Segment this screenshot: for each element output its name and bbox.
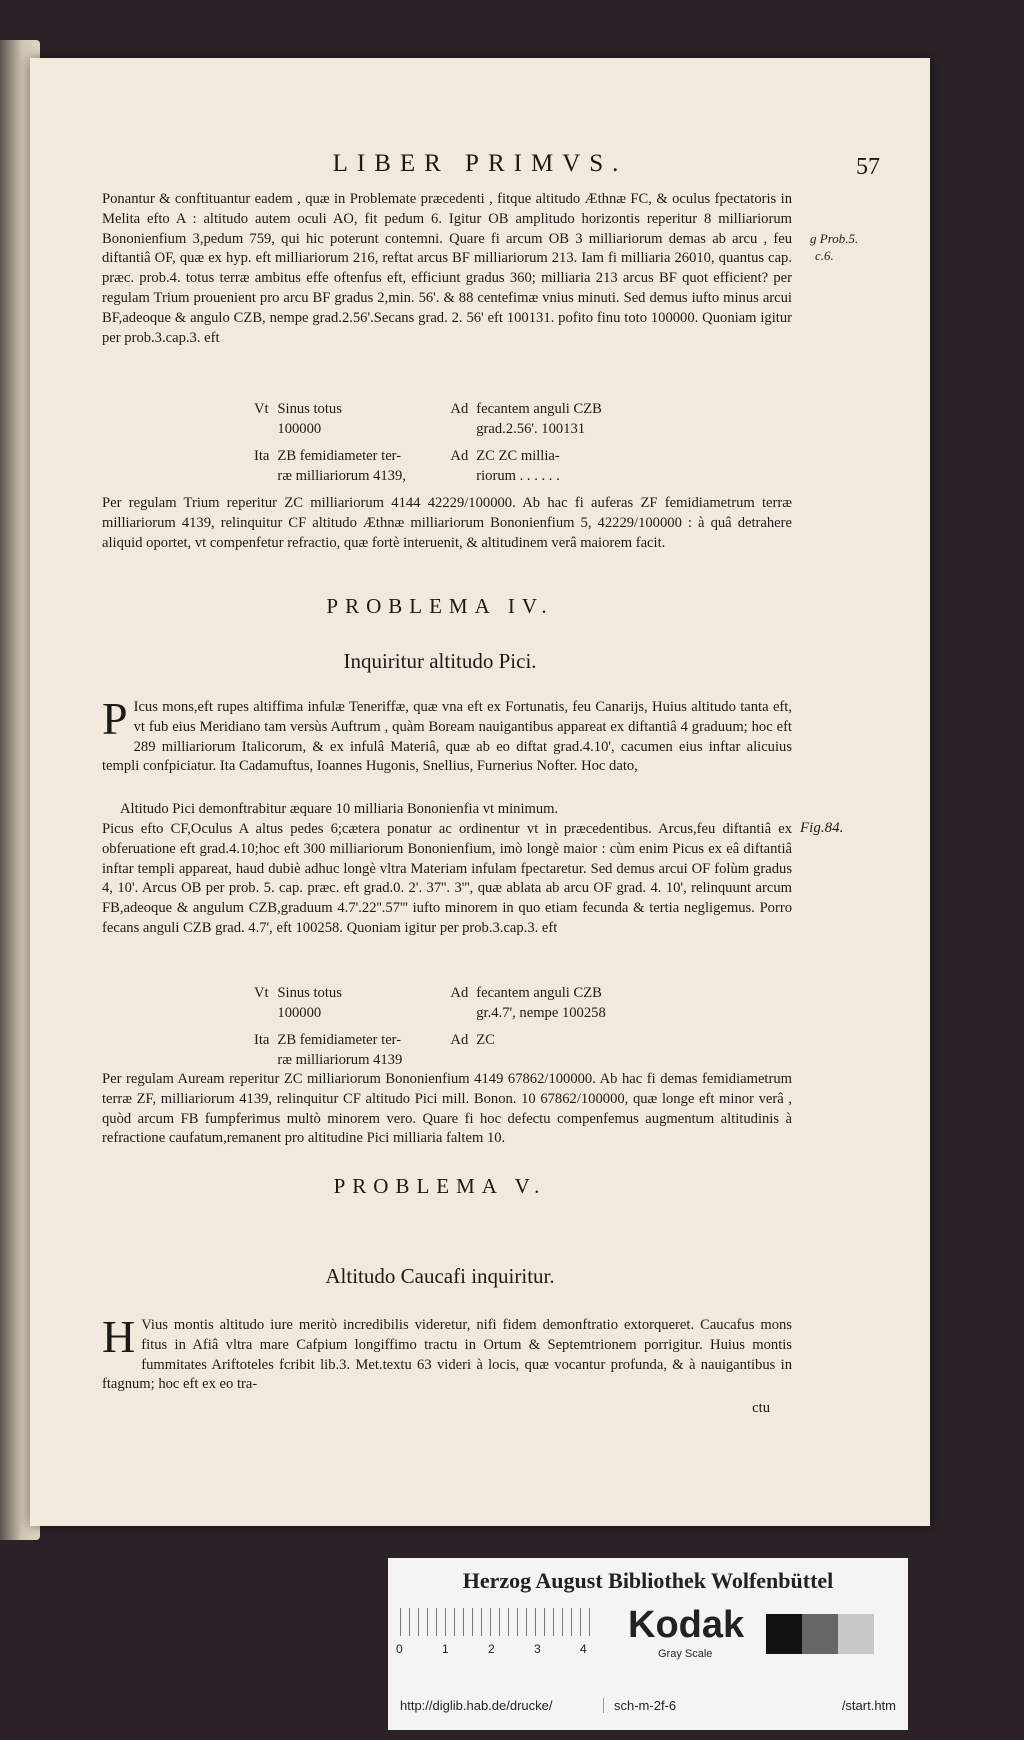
table-cell: ZB femidiameter ter- bbox=[277, 1032, 402, 1048]
scale-number: 2 bbox=[488, 1642, 495, 1656]
table-cell: Ad bbox=[450, 985, 469, 1001]
gray-patch-black bbox=[766, 1614, 802, 1654]
scale-number: 1 bbox=[442, 1642, 449, 1656]
paragraph bbox=[102, 693, 792, 777]
scale-number: 3 bbox=[534, 1642, 541, 1656]
drop-cap: P bbox=[102, 693, 128, 744]
proportion-table-1 bbox=[252, 398, 610, 488]
shelfmark: sch-m-2f-6 bbox=[603, 1698, 676, 1713]
color-calibration-card bbox=[388, 1558, 908, 1730]
table-cell: Sinus totus bbox=[277, 985, 342, 1001]
paragraph-text: Icus mons,eft rupes altiffima infulæ Teneriffæ, quæ vna eft ex Fortunatis, feu Canarijs, Huius altitudo tanta eft, vt fub eius Meridiano tam versùs Auftrum , quàm Boream nauigantibus appareat ex diftantiâ 4 graduum; hoc eft 289 milliariorum Italicorum, & ex infulâ Materiâ, quæ ab eo diftat grad.4.10', cacumen eius inftar alicuius templi confpiciatur. Ita Cadamuftus, Ioannes Hugonis, Snellius, Furnerius Nofter. Hoc dato, bbox=[102, 699, 792, 775]
margin-note-prob5: g Prob.5. bbox=[810, 231, 859, 246]
paragraph bbox=[102, 1311, 792, 1395]
table-cell: 100000 bbox=[277, 1004, 322, 1021]
paragraph-text: Vius montis altitudo iure meritò incredibilis videretur, nifi fidem demonftratio extorqueret. Caucafus mons fitus in Afiâ vltra mare Cafpium longiffimo tractu in Ortum & Septemtrionem porrigitur. Huius montis fummitates Ariftoteles fcribit lib.3. Met.textu 63 videri à locis, quæ vocantur profunda, & à nauigantibus in ftagnum; hoc eft ex eo tra- bbox=[102, 1317, 792, 1393]
table-cell: gr.4.7', nempe 100258 bbox=[476, 1004, 606, 1021]
scale-numbers bbox=[396, 1642, 626, 1656]
table-cell: Ad bbox=[450, 1032, 469, 1048]
problem-title: Inquiritur altitudo Pici. bbox=[343, 649, 537, 673]
table-cell: ZB femidiameter ter- bbox=[277, 448, 402, 464]
table-cell: riorum . . . . . . bbox=[476, 467, 560, 484]
paragraph: Picus efto CF,Oculus A altus pedes 6;cætera ponatur ac ordinentur vt in præcedentibus. Arcus,feu diftantiâ ex obferuatione eft grad.4.10;hoc eft 300 milliariorum Bononienfium, imò longè maior : cùm enim Picus ex eâ diftantiâ inftar templi appareat, haud dubiè adhuc longè vltra Materiam infulam fpectaretur. Sed demus arcui OF folùm gradus 4, 10'. Arcus OB per prob. 5. cap. præc. eft grad.0. 2'. 37''. 3''', quæ ablata ab arcu OF grad. 4. 10', relinquunt arcum FB,adeoque & angulum CZB,graduum 4.7'.22''.57''' iufto minorem in quo etiam fecunda & tertia negligemus. Porro fecans anguli CZB grad. 4.7', eft 100258. Quoniam igitur per prob.3.cap.3. eft bbox=[102, 821, 792, 936]
table-cell: fecantem anguli CZB bbox=[476, 401, 602, 417]
catchword: ctu bbox=[752, 1400, 770, 1416]
source-url: http://diglib.hab.de/drucke/ bbox=[400, 1698, 553, 1713]
paragraph: Per regulam Auream reperitur ZC milliariorum Bononienfium 4149 67862/100000. Ab hac fi demas femidiametrum terræ ZF, milliariorum 4139, relinquitur CF altitudo Pici mill. Bonon. 10 67862/100000, quæ longe eft minor verâ , quòd arcum FB fumpferimus multò minorem vero. Quare fi hoc defectu compenfemus augmentum altitudinis à refractione caufatum,remanent pro altitudine Pici milliaria faltem 10. bbox=[102, 1071, 792, 1147]
problem-heading: PROBLEMA IV. bbox=[326, 594, 554, 618]
page-number: 57 bbox=[856, 154, 880, 180]
table-cell: ZC ZC millia- bbox=[476, 448, 560, 464]
scale-number: 0 bbox=[396, 1642, 403, 1656]
scale-ruler bbox=[400, 1608, 595, 1636]
gray-scale-label: Gray Scale bbox=[658, 1648, 713, 1660]
problem-heading: PROBLEMA V. bbox=[333, 1174, 547, 1198]
table-cell: ZC bbox=[476, 1032, 495, 1048]
table-cell: fecantem anguli CZB bbox=[476, 985, 602, 1001]
table-cell: Vt bbox=[254, 985, 269, 1001]
table-cell: grad.2.56'. 100131 bbox=[476, 420, 586, 437]
library-name: Herzog August Bibliothek Wolfenbüttel bbox=[462, 1568, 834, 1593]
paragraph: Altitudo Pici demonftrabitur æquare 10 milliaria Bononienfia vt minimum. bbox=[120, 801, 559, 817]
kodak-logo: Kodak bbox=[628, 1604, 745, 1646]
start-link: /start.htm bbox=[841, 1698, 896, 1713]
table-cell: Ad bbox=[450, 448, 469, 464]
paragraph: Per regulam Trium reperitur ZC milliariorum 4144 42229/100000. Ab hac fi auferas ZF femidiametrum terræ milliariorum 4139, relinquitur CF altitudo Æthnæ milliariorum Bononienfium 5, 42229/100000 : à quâ detrahere aliquid oportet, vt compenfetur refractio, quæ fortè interuenit, & altitudinem verâ maiorem facit. bbox=[102, 495, 792, 551]
proportion-table-2 bbox=[252, 982, 614, 1072]
table-cell: ræ milliariorum 4139, bbox=[277, 467, 406, 484]
running-title: LIBER PRIMVS. bbox=[332, 150, 628, 177]
table-cell: Ita bbox=[254, 1032, 270, 1048]
problem-title: Altitudo Caucafi inquiritur. bbox=[325, 1264, 555, 1288]
margin-note-figure: Fig.84. bbox=[800, 820, 844, 836]
gray-patch-mid bbox=[802, 1614, 838, 1654]
table-cell: Vt bbox=[254, 401, 269, 417]
table-cell: Ita bbox=[254, 448, 270, 464]
paragraph: Ponantur & conftituantur eadem , quæ in Problemate præcedenti , fitque altitudo Æthnæ FC, & oculus fpectatoris in Melita efto A : altitudo autem oculi AO, fit pedum 6. Igitur OB amplitudo horizontis reperitur 8 milliariorum Bononienfium 3,pedum 759, qui hic poterunt contemni. Quare fi arcum OB 3 milliariorum demas ab arcu , feu diftantiâ OF, quæ ex hyp. eft milliariorum 216, reftat arcus BF milliariorum 213. Iam fi milliaria 26010, quantus cap. præc. prob.4. totus terræ ambitus effe oftenfus eft, efficiunt gradus 360; milliaria 213 arcus BF quot efficient? per regulam Trium prouenient pro arcu BF gradus 2,min. 56'. & 88 centefimæ vnius minuti. Sed demus iufto minus arcui BF,adeoque & angulo CZB, nempe grad.2.56'.Secans grad. 2. 56' eft 100131. pofito finu toto 100000. Quoniam igitur per prob.3.cap.3. eft bbox=[102, 191, 792, 346]
table-cell: Sinus totus bbox=[277, 401, 342, 417]
gray-patch-light bbox=[838, 1614, 874, 1654]
table-cell: Ad bbox=[450, 401, 469, 417]
drop-cap: H bbox=[102, 1311, 136, 1362]
book-page bbox=[30, 58, 930, 1526]
scale-number: 4 bbox=[580, 1642, 587, 1656]
margin-note-c6: c.6. bbox=[815, 248, 834, 263]
table-cell: 100000 bbox=[277, 420, 322, 437]
table-cell: ræ milliariorum 4139 bbox=[277, 1051, 403, 1068]
